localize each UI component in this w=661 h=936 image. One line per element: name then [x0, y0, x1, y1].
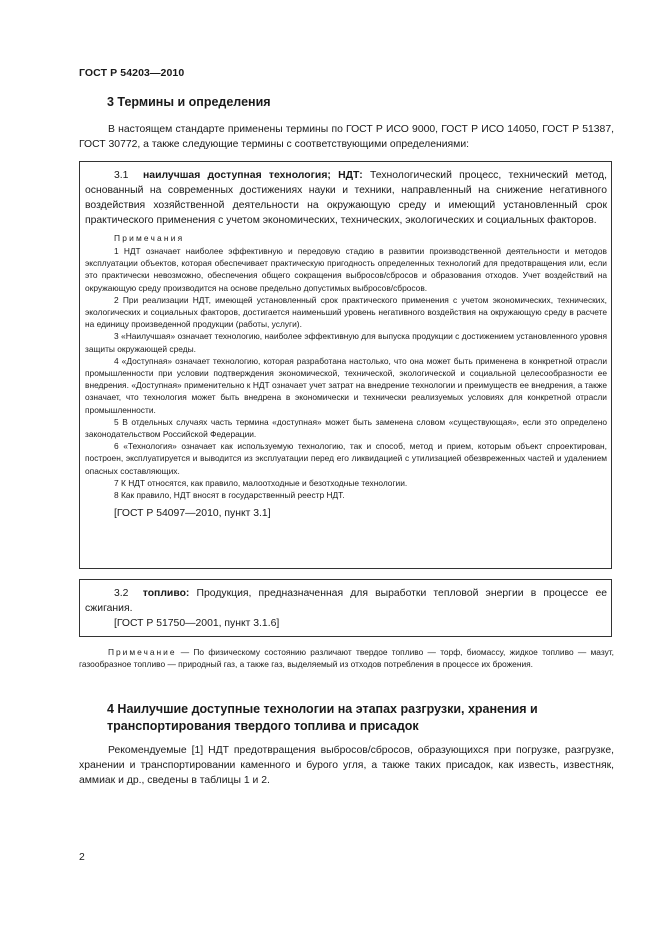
note-label: Примечание: [108, 647, 177, 657]
term-ndt-reference: [ГОСТ Р 54097—2010, пункт 3.1]: [114, 508, 271, 520]
term-ndt-definition: [85, 168, 607, 228]
note-item: 4 «Доступная» означает технологию, которая разработана настолько, что она может быть применена в конкретной отрасли промышленности при условии подтверждения экономической, технической, экологической и социальной целесообразности ее внедрения. «Доступная» применительно к НДТ означает учет затрат на внедрение технологии и преимуществ ее внедрения, а также означает, что технология может быть внедрена в экономически и технически реализуемых условиях для конкретной отрасли промышленности.: [85, 355, 607, 415]
term-fuel-definition: [85, 586, 607, 616]
term-fuel-reference: [ГОСТ Р 51750—2001, пункт 3.1.6]: [114, 618, 280, 629]
note-item: 2 При реализации НДТ, имеющей установленный срок практического применения с учетом экономических, технических, экологических и социальных факторов, достигается наименьший уровень негативного воздействия на окружающую среду в расчете на единицу произведенной продукции (работы, услуги).: [85, 294, 607, 330]
section-3-title: 3 Термины и определения: [107, 95, 271, 109]
term-box-fuel: [79, 579, 612, 637]
section-4-title: 4 Наилучшие доступные технологии на этапах разгрузки, хранения и транспортирования твердого топлива и присадок: [107, 702, 538, 733]
section-3-intro: В настоящем стандарте применены термины по ГОСТ Р ИСО 9000, ГОСТ Р ИСО 14050, ГОСТ Р 51387, ГОСТ 30772, а также следующие термины с соответствующими определениями:: [79, 124, 614, 150]
term-text: Технологический процесс, технический метод, основанный на современных достижениях науки и техники, направленный на снижение негативного воздействия хозяйственной деятельности на окружающую среду и имеющий установленный срок практического применения с учетом экономических, технических, экологических и социальных факторов.: [85, 170, 608, 226]
page-number: 2: [79, 852, 85, 863]
note-item: 6 «Технология» означает как используемую технологию, так и способ, метод и прием, которым объект спроектирован, построен, эксплуатируется и выводится из эксплуатации перед его ликвидацией с утилизацией обезвреженных частей и удалением опасных составляющих.: [85, 441, 607, 476]
note-item: 3 «Наилучшая» означает технологию, наиболее эффективную для выпуска продукции с достижением установленного уровня защиты окружающей среды.: [85, 331, 607, 354]
term-text: Продукция, предназначенная для выработки тепловой энергии в процессе ее сжигания.: [85, 588, 608, 614]
term-number: 3.2: [114, 588, 129, 599]
fuel-note: Примечание — По физическому состоянию различают твердое топливо — торф, биомассу, жидкое топливо — мазут, газообразное топливо — природный газ, а также газ, выделяемый из отходов потребления в процессе их брожения.: [79, 647, 614, 670]
notes-title: Примечания: [114, 233, 185, 243]
term-number: 3.1: [114, 170, 129, 181]
note-item: 8 Как правило, НДТ вносят в государственный реестр НДТ.: [114, 490, 345, 501]
note-item: 7 К НДТ относятся, как правило, малоотходные и безотходные технологии.: [114, 477, 408, 488]
term-name: наилучшая доступная технология; НДТ:: [143, 170, 363, 181]
term-box-ndt: [79, 161, 612, 569]
document-header: ГОСТ Р 54203—2010: [79, 67, 185, 79]
section-4-text: Рекомендуемые [1] НДТ предотвращения выбросов/сбросов, образующихся при погрузке, разгрузке, хранении и транспортировании каменного и бурого угля, а также таких присадок, как известь, известняк, аммиак и др., сведены в таблицы 1 и 2.: [79, 745, 614, 786]
note-item: 1 НДТ означает наиболее эффективную и передовую стадию в развитии производственной деятельности и методов эксплуатации объектов, которая обеспечивает практическую пригодность определенных технологий для предотвращения или, если это практически невозможно, обеспечения общего сокращения выбросов/сбросов и образования отходов. Учет воздействий на окружающую среду производится на основе предельно допустимых выбросов/сбросов.: [85, 246, 607, 293]
term-name: топливо:: [142, 588, 190, 599]
note-item: 5 В отдельных случаях часть термина «доступная» может быть заменена словом «существующая», если это определено законодательством Российской Федерации.: [85, 416, 607, 440]
